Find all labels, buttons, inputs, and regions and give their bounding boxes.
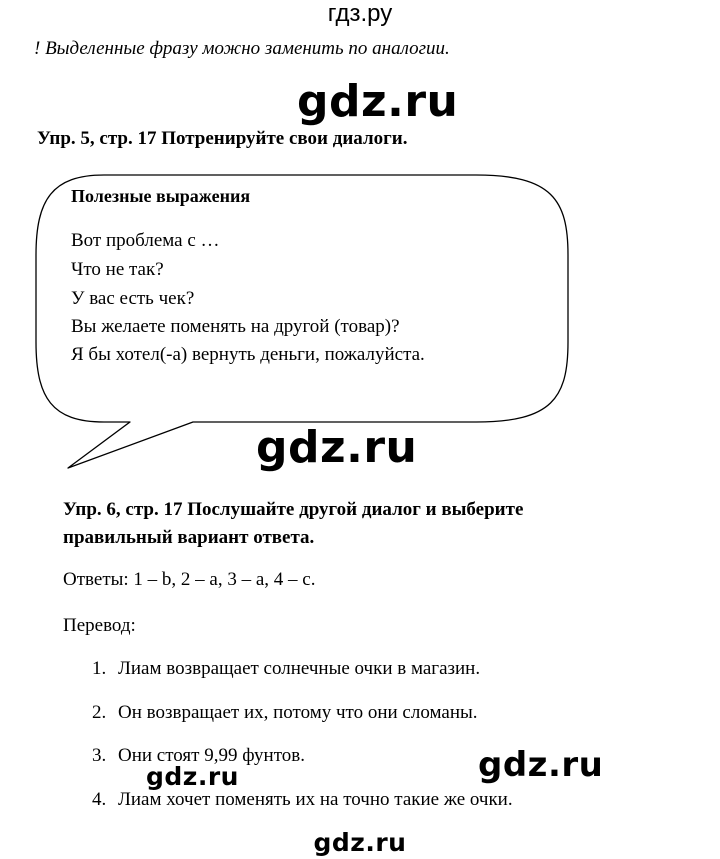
item-number: 1. [92,658,107,679]
phrase-item: У вас есть чек? [71,288,195,309]
phrase-item: Что не так? [71,259,164,280]
site-header: гдз.ру [327,0,393,27]
translation-item [92,658,480,680]
exercise-5-title: Упр. 5, стр. 17 Потренируйте свои диалоги. [37,128,408,149]
exercise-6-title [63,496,523,552]
exercise-6-title-line2: правильный вариант ответа. [63,527,315,548]
phrase-item: Я бы хотел(-а) вернуть деньги, пожалуйста. [71,344,425,365]
watermark: gdz.ru [478,745,604,785]
watermark: gdz.ru [256,422,418,473]
watermark: gdz.ru [297,76,459,127]
watermark: gdz.ru [146,762,239,791]
item-text: Лиам возвращает солнечные очки в магазин. [118,658,481,679]
item-number: 3. [92,745,107,766]
item-text: Они стоят 9,99 фунтов. [118,745,306,766]
watermark: gdz.ru [313,828,407,857]
translation-item [92,702,478,724]
exercise-6-title-line1: Упр. 6, стр. 17 Послушайте другой диалог и выберите [63,499,524,520]
item-number: 2. [92,702,107,723]
replacement-note: ! Выделенные фразу можно заменить по аналогии. [34,38,450,59]
item-number: 4. [92,789,107,810]
item-text: Лиам хочет поменять их на точно такие же очки. [118,789,513,810]
phrase-item: Вот проблема с … [71,230,220,251]
phrase-item: Вы желаете поменять на другой (товар)? [71,316,400,337]
item-text: Он возвращает их, потому что они сломаны. [118,702,478,723]
translation-item [92,789,513,811]
translation-label: Перевод: [63,615,136,636]
answers-text: Ответы: 1 – b, 2 – a, 3 – a, 4 – c. [63,569,316,590]
useful-expressions-title: Полезные выражения [71,186,251,206]
